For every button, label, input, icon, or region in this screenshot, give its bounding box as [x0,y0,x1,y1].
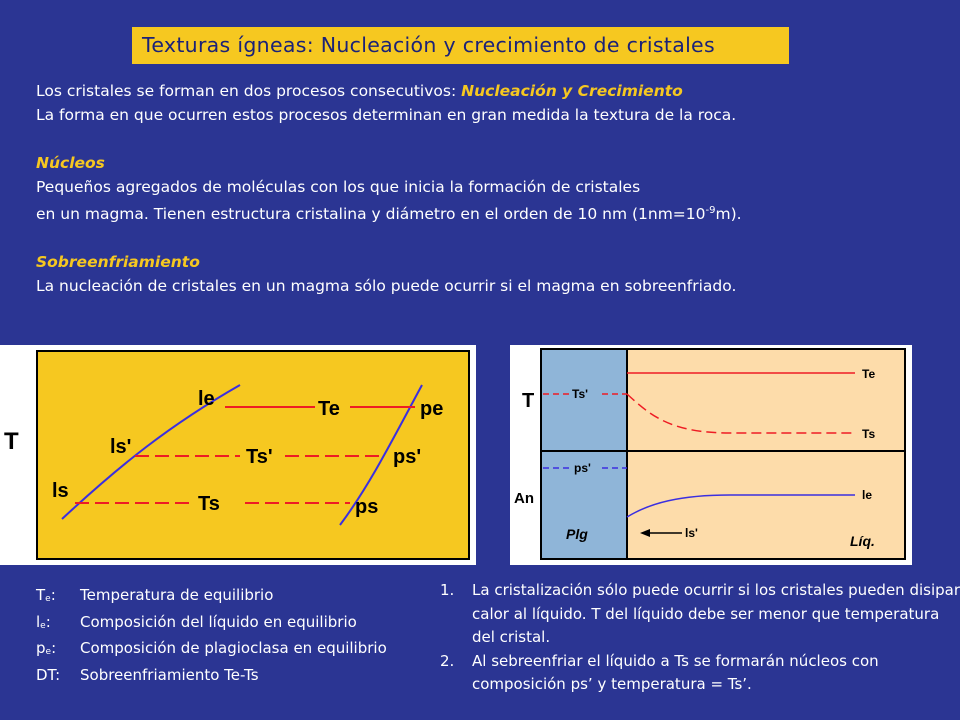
legend [36,584,387,687]
label-le: le [862,488,873,502]
right-An-label: An [514,490,534,507]
legend-row: $l_e$: Composición del líquido en equilibrio [36,612,357,631]
sobre-heading: Sobreenfriamiento [36,253,200,272]
nucleos-line1: Pequeños agregados de moléculas con los que inicia la formación de cristales [36,178,641,196]
legend-row: $p_e$: Composición de plagioclasa en equilibrio [36,639,387,657]
legend-text: Composición de plagioclasa en equilibrio [80,639,387,657]
label-Te: Te [862,367,876,381]
label-le: le [198,388,215,410]
sobre-line: La nucleación de cristales en un magma sólo puede ocurrir si el magma en sobreenfriado. [36,277,737,296]
legend-text: Composición del líquido en equilibrio [80,612,357,631]
note-item [440,579,960,650]
left-axis-label: T [4,428,19,455]
note-number: 2. [440,651,455,670]
right-T-label: T [522,390,535,412]
legend-row: $T_e$: Temperatura de equilibrio [36,586,274,604]
label-Te: Te [318,398,340,420]
undercooling-diagram-right [510,345,912,565]
label-Ts-prime: Ts' [572,387,588,401]
label-ps-prime: ps' [393,446,422,468]
label-ps: ps [355,496,379,518]
numbered-notes [440,579,960,697]
legend-text: Sobreenfriamiento Te-Ts [80,665,259,684]
note-text: Al sebreenfriar el líquido a Ts se formarán núcleos con composición ps’ y temperatura = Ts’. [472,651,879,693]
label-plg: Plg [566,526,588,542]
intro-highlight: Nucleación y Crecimiento [461,82,683,100]
intro-line2: La forma en que ocurren estos procesos determinan en gran medida la textura de la roca. [36,106,737,124]
equilibrium-diagram-left [0,345,476,565]
legend-text: Temperatura de equilibrio [80,586,274,604]
label-liq: Líq. [850,533,875,549]
label-pe: pe [420,398,444,420]
intro-text [36,79,946,298]
intro-line1: Los cristales se forman en dos procesos consecutivos: [36,82,457,100]
nucleos-heading: Núcleos [36,154,105,172]
label-ps-prime: ps' [574,461,591,475]
label-ls-prime: ls' [110,436,132,458]
note-number: 1. [440,581,455,599]
slide-title: Texturas ígneas: Nucleación y crecimiento de cristales [132,27,789,64]
label-Ts-prime: Ts' [246,446,273,468]
nucleos-exponent: -9 [705,205,716,216]
label-Ts: Ts [198,493,220,515]
legend-row: DT: Sobreenfriamiento Te-Ts [36,665,259,684]
nucleos-line2a: en un magma. Tienen estructura cristalina y diámetro en el orden de 10 nm (1nm=10 [36,205,706,224]
note-text: La cristalización sólo puede ocurrir si los cristales pueden disipar calor al líquido. T del líquido debe ser menor que temperatura del cristal. [472,581,960,646]
label-ls: ls [52,480,69,502]
note-item [440,650,960,697]
label-ls-prime: ls' [685,526,698,540]
label-Ts: Ts [862,427,876,441]
nucleos-line2b: m). [715,205,742,224]
